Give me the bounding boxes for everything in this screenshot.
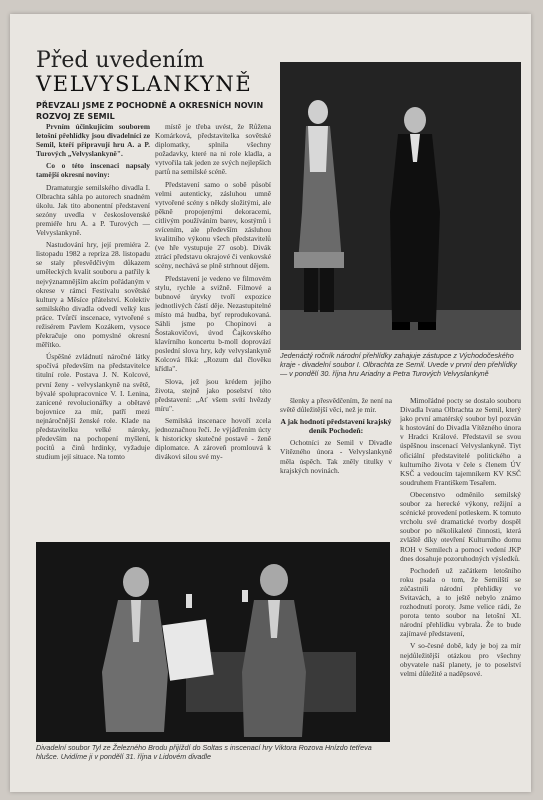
paragraph: Obecenstvo odměnilo semilský soubor za herecké výkony, režijní a scénické provedení potleskem. K tomuto vrcholu své dramatické tvorby dospěl soubor po několikaleté činnosti, která zvláště díky otevření Kulturního domu ROH v Semilech a pomocí vedení JKP dnes dosahuje pozoruhodných výsledků. — [400, 489, 521, 563]
photo-caption-top: Jedenáctý ročník národní přehlídky zahajuje zástupce z Východočeského kraje - divadelní soubor I. Olbrachta ze Semil. Uvede v první den přehlídky — v pondělí 30. října hru Ariadny a Petra Turových Velvyslankyně — [280, 351, 517, 378]
text-column-4 — [400, 396, 521, 786]
headline-line-2: VELVYSLANKYNĚ — [36, 72, 253, 96]
paragraph: Prvním účinkujícím souborem letošní přehlídky jsou divadelníci ze Semil, kteří připravují hru A. a P. Turových „Velvyslankyně". — [36, 122, 150, 159]
stage-photo-top — [280, 62, 521, 350]
paragraph: Ochotníci ze Semil v Divadle Vítězného února - Velvyslankyně měla úspěch. Tak zněly titulky v krajských novinách. — [280, 438, 392, 475]
newspaper-page — [10, 14, 531, 792]
paragraph: Úspěšné zvládnutí náročné látky spočívá především na představitelce titulní role. Postava J. N. Kolcové, první ženy - velvyslankyně na světě, bývalé spolupracovnice V. I. Lenina, zanícené revolucionářky a obětavé bojovnice za mír, patří mezi nejnáročnější ženské role. Klade na představitelku velké nároky, především na pochopení myšlení, pocitů a činů hrdinky, vyžaduje studium její situace. Na tomto — [36, 352, 150, 462]
photo-caption-bottom: Divadelní soubor Tyl ze Železného Brodu přijíždí do Soltas s inscenací hry Viktora Rozova Hnízdo tetřeva hlušce. Uvidíme ji v pondělí 31. října v Lidovém divadle — [36, 743, 372, 761]
paragraph: Představení je vedeno ve filmovém stylu, rychle a svižně. Filmové a bubnové úryvky tvoří expozice jednotlivých částí děje. Nezastupitelné místo má hudba, byť reprodukovaná. Sáhli jsme po Chopinovi a Šostakovičovi, úvod Čajkovského klavírního koncertu b-moll doprovází poslední slova hry, kdy velvyslankyně Kolcová říká: „Rozum dal člověku křídla". — [155, 273, 271, 374]
paragraph: místě je třeba uvést, že Růžena Komárková, představitelka sovětské diplomatky, splnila všechny požadavky, které na ni role kladla, a vytvořila tak jeden ze svých nejlepších partů na semilské scéně. — [155, 122, 271, 177]
paragraph: Představení samo o sobě působí velmi autenticky, zásluhou umně vytvořené scény s někdy složitými, ale pěkně propojenými dekoracemi, citlivým používáním barev, kostýmů i svícením, ale především zásluhou kvalitního výkonu všech představitelů (ve hře vystupuje 27 osob). Divák ztrácí představu okrajové či venkovské scény, nechává se plně strhnout dějem. — [155, 179, 271, 271]
text-column-1 — [36, 122, 150, 540]
paragraph: Pochodeň už začátkem letošního roku psala o tom, že Semilští se zúčastnili národní přehlídky ve Svitavách, a to ještě nebylo známo rozhodnutí poroty. Jsme velice rádi, že porota tento soubor na letošní XI. národní přehlídku vybrala. Že to bude zajímavé představení, — [400, 565, 521, 639]
section-subheading: A jak hodnotí představení krajský deník Pochodeň: — [280, 417, 392, 436]
paragraph: Nastudování hry, její premiéra 2. listopadu 1982 a repríza 28. listopadu se staly přesvědčivým důkazem uměleckých kvalit souboru a patřily k nejvýznamnějším akcím pořádaným v okrese v rámci Festivalu sovětské kultury a Měsíce přátelství. Kolektiv semilského divadla odvedl velký kus práce. Tvůrčí inscenace, vytvořené s režisérem Pavlem Kozákem, vysoce překračuje ono pomyslné okresní měřítko. — [36, 240, 150, 350]
paragraph: Slova, jež jsou krédem jejího života, stejně jako poselství této představení: „Ať všem svítí hvězdy míru". — [155, 376, 271, 413]
paragraph: V so-česné době, kdy je boj za mír nejdůležitější otázkou pro všechny obyvatele naší planety, je to poselství velmi důležité a naděpsové. — [400, 641, 521, 678]
paragraph: Dramaturgie semilského divadla I. Olbrachta sáhla po autorech snadném úkolu. Jak tito abonentní představení sezóny uvedla v československé premiéře hru A. a P. Turových — Velvyslankyně. — [36, 182, 150, 238]
paragraph: Mimořádné pocty se dostalo souboru Divadla Ivana Olbrachta ze Semil, který jako první amatérský soubor byl pozván k hostování do Divadla Vítězného února v Hradci Králové. Představil se svou úspěšnou inscenací Velvyslankyně. Tiyt oficiální představitelé politického a kulturního života v čele s členem ÚV KSČ a vedoucím tajemníkem KV KSČ soudruhem Františkem Tesařem. — [400, 396, 521, 487]
actors-photo-bottom — [36, 542, 390, 742]
text-column-3 — [280, 396, 392, 534]
headline-line-1: Před uvedením — [36, 48, 205, 73]
paragraph: Co o této inscenaci napsaly tamější okresní noviny: — [36, 161, 150, 180]
paragraph: šlenky a přesvědčením, že není na světě důležitější věci, než je mír. — [280, 396, 392, 415]
kicker-subhead: PŘEVZALI JSME Z POCHODNĚ A OKRESNÍCH NOVIN ROZVOJ ZE SEMIL — [36, 101, 264, 121]
text-column-2 — [155, 122, 271, 540]
paragraph: Semilská inscenace hovoří zcela jednoznačnou řečí. Je výjádřením úcty k historicky skutečné postavě - ženě diplomatce. A zároveň promlouvá k divákovi silou své my- — [155, 415, 271, 462]
